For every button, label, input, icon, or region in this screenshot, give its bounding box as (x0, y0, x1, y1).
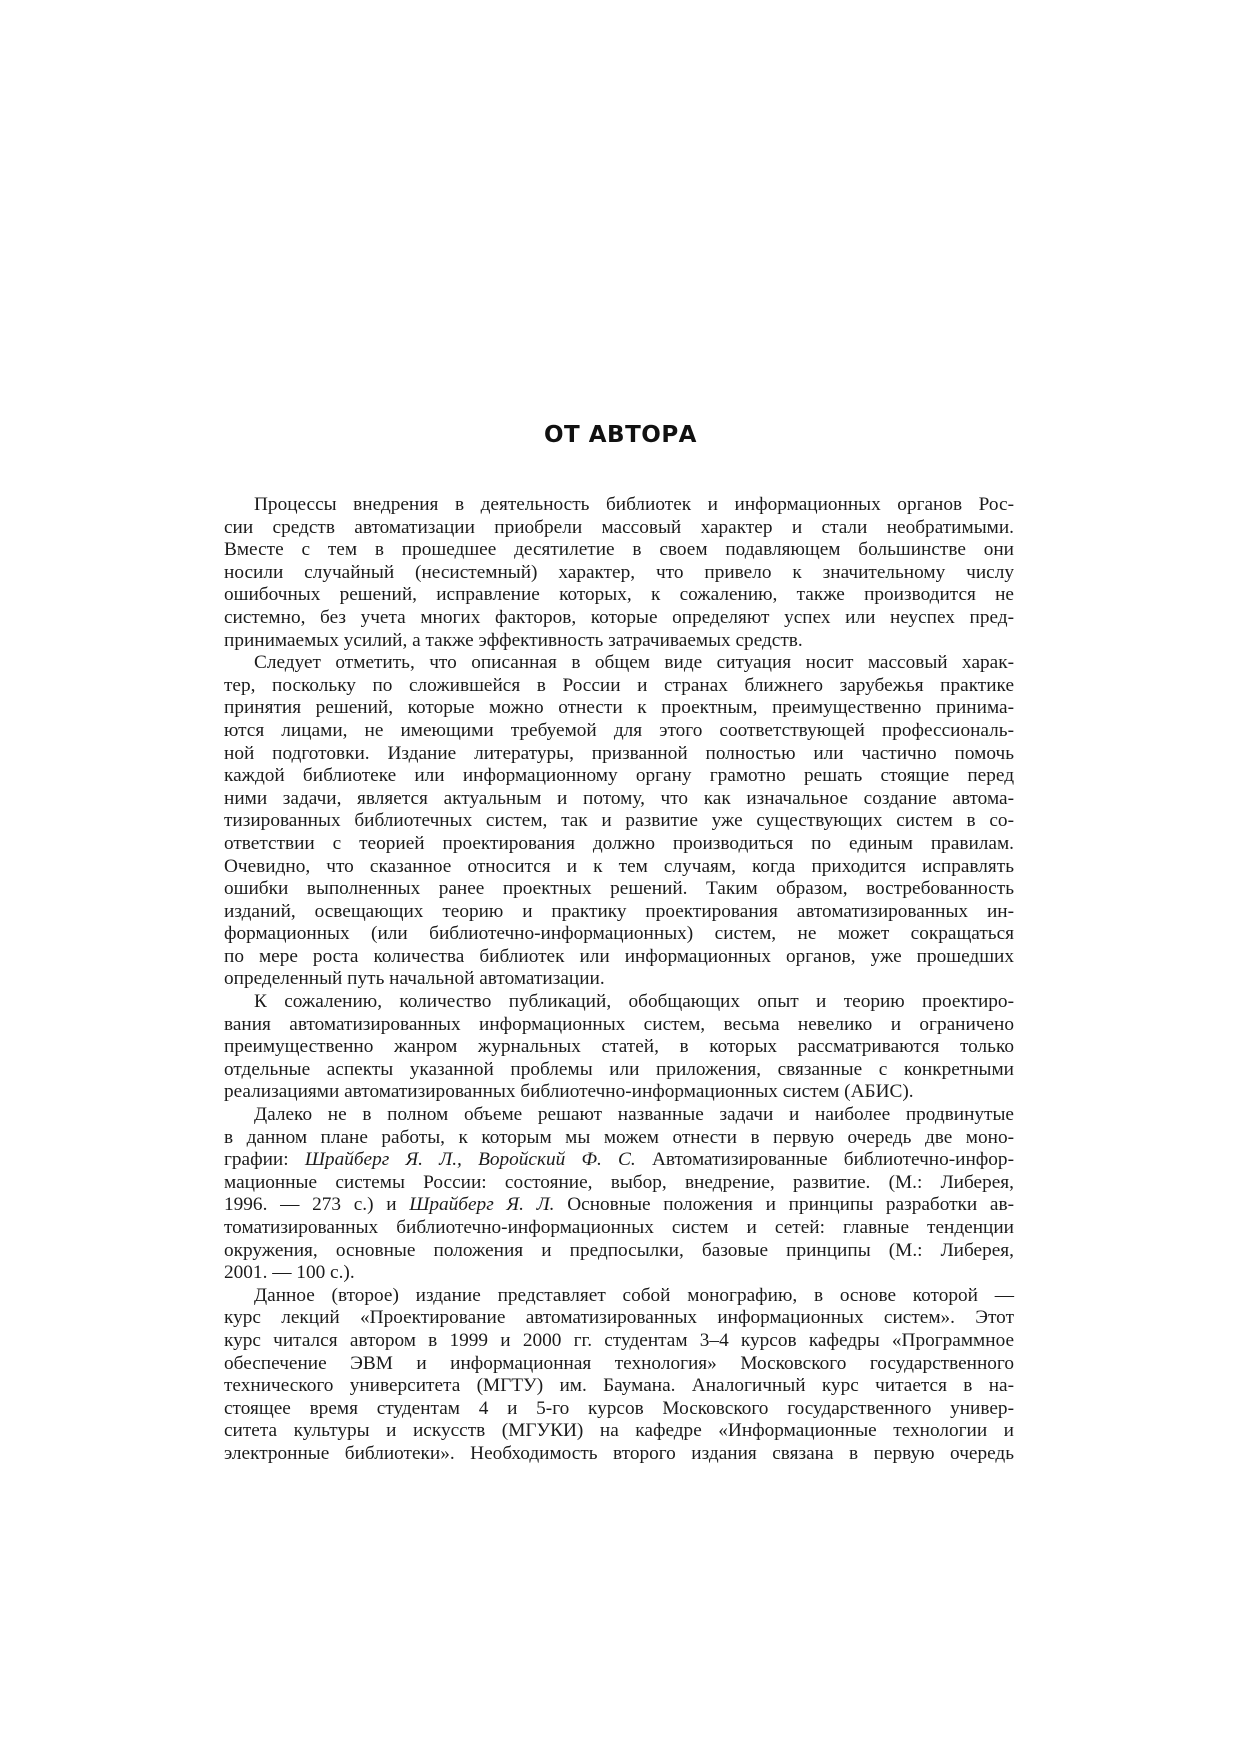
text-line: мационные системы России: состояние, выбор, внедрение, развитие. (М.: Либерея, (224, 1171, 1014, 1193)
text-line: каждой библиотеке или информационному органу грамотно решать стоящие перед (224, 765, 1014, 787)
text-line: Процессы внедрения в деятельность библиотек и информационных органов Рос- (254, 494, 1014, 515)
text-line: по мере роста количества библиотек или информационных органов, уже прошедших (224, 945, 1014, 967)
text-line: тизированных библиотечных систем, так и развитие уже существующих систем в со- (224, 810, 1014, 832)
text-line: томатизированных библиотечно-информационных систем и сетей: главные тенденции (224, 1217, 1014, 1238)
body-text (224, 494, 1014, 1466)
paragraph-5 (224, 1285, 1014, 1466)
text-line: в данном плане работы, к которым мы можем отнести в первую очередь две моно- (224, 1126, 1014, 1148)
author-names: Шрайберг Я. Л. (409, 1194, 555, 1216)
text-line: обеспечение ЭВМ и информационная технология» Московского государственного (224, 1352, 1014, 1374)
text-line: формационных (или библиотечно-информационных) систем, не может сокращаться (224, 923, 1014, 945)
text-line: Следует отметить, что описанная в общем виде ситуация носит массовый харак- (254, 652, 1014, 674)
text-line: курс лекций «Проектирование автоматизированных информационных систем». Этот (224, 1307, 1014, 1329)
text-line: стоящее время студентам 4 и 5-го курсов Московского государственного универ- (224, 1397, 1014, 1419)
text-line: ответствии с теорией проектирования должно производиться по единым правилам. (224, 832, 1014, 854)
text-line: 2001. — 100 с.). (224, 1262, 355, 1284)
text-fragment: Основные положения и принципы разработки ав- (554, 1194, 1014, 1216)
text-line: Данное (второе) издание представляет собой монографию, в основе которой — (254, 1284, 1014, 1306)
text-line: ются лицами, не имеющими требуемой для этого соответствующей профессиональ- (224, 719, 1014, 741)
text-line: реализациями автоматизированных библиотечно-информационных систем (АБИС). (224, 1081, 914, 1103)
text-line: курс читался автором в 1999 и 2000 гг. студентам 3–4 курсов кафедры «Программное (224, 1329, 1014, 1351)
text-line: сии средств автоматизации приобрели массовый характер и стали необратимыми. (224, 516, 1014, 538)
text-line: преимущественно жанром журнальных статей, в которых рассматриваются только (224, 1036, 1014, 1058)
text-fragment: 1996. — 273 с.) и (224, 1194, 410, 1216)
text-line: ошибочных решений, исправление которых, к сожалению, также производится не (224, 584, 1014, 606)
author-names: Шрайберг Я. Л., Воройский Ф. С. (304, 1149, 636, 1171)
text-fragment: графии: (224, 1149, 305, 1171)
text-line: ситета культуры и искусств (МГУКИ) на кафедре «Информационные технологии и (224, 1420, 1014, 1442)
page-title: ОТ АВТОРА (544, 422, 697, 448)
text-line: К сожалению, количество публикаций, обобщающих опыт и теорию проектиро- (254, 991, 1014, 1013)
paragraph-1 (224, 494, 1014, 652)
text-line: системно, без учета многих факторов, которые определяют успех или неуспех пред- (224, 606, 1014, 628)
text-line: ной подготовки. Издание литературы, призванной полностью или частично помочь (224, 742, 1014, 764)
paragraph-4 (224, 1104, 1014, 1285)
paragraph-2 (224, 652, 1014, 991)
text-line: Далеко не в полном объеме решают названные задачи и наиболее продвинутые (254, 1104, 1014, 1126)
paragraph-3 (224, 991, 1014, 1104)
text-line: принимаемых усилий, а также эффективность затрачиваемых средств. (224, 629, 803, 651)
text-line: определенный путь начальной автоматизации. (224, 968, 605, 990)
text-line: ними задачи, является актуальным и потому, что как изначальное создание автома- (224, 787, 1014, 809)
text-line: тер, поскольку по сложившейся в России и странах ближнего зарубежья практике (224, 674, 1014, 696)
text-fragment: Автоматизированные библиотечно-инфор- (635, 1149, 1014, 1171)
text-line: носили случайный (несистемный) характер, что привело к значительному числу (224, 561, 1014, 583)
text-line: отдельные аспекты указанной проблемы или приложения, связанные с конкретными (224, 1058, 1014, 1080)
text-line: Вместе с тем в прошедшее десятилетие в своем подавляющем большинстве они (224, 539, 1014, 561)
text-line-with-citation (224, 1149, 1014, 1172)
text-line: окружения, основные положения и предпосылки, базовые принципы (М.: Либерея, (224, 1239, 1014, 1261)
text-line-with-citation (224, 1194, 1014, 1217)
text-line: изданий, освещающих теорию и практику проектирования автоматизированных ин- (224, 900, 1014, 922)
text-line: ошибки выполненных ранее проектных решений. Таким образом, востребованность (224, 878, 1014, 900)
text-line: принятия решений, которые можно отнести к проектным, преимущественно принима- (224, 697, 1014, 719)
text-line: технического университета (МГТУ) им. Баумана. Аналогичный курс читается в на- (224, 1375, 1014, 1397)
text-line: электронные библиотеки». Необходимость второго издания связана в первую очередь (224, 1442, 1014, 1464)
text-line: вания автоматизированных информационных систем, весьма невелико и ограничено (224, 1013, 1014, 1035)
text-line: Очевидно, что сказанное относится и к тем случаям, когда приходится исправлять (224, 855, 1014, 877)
